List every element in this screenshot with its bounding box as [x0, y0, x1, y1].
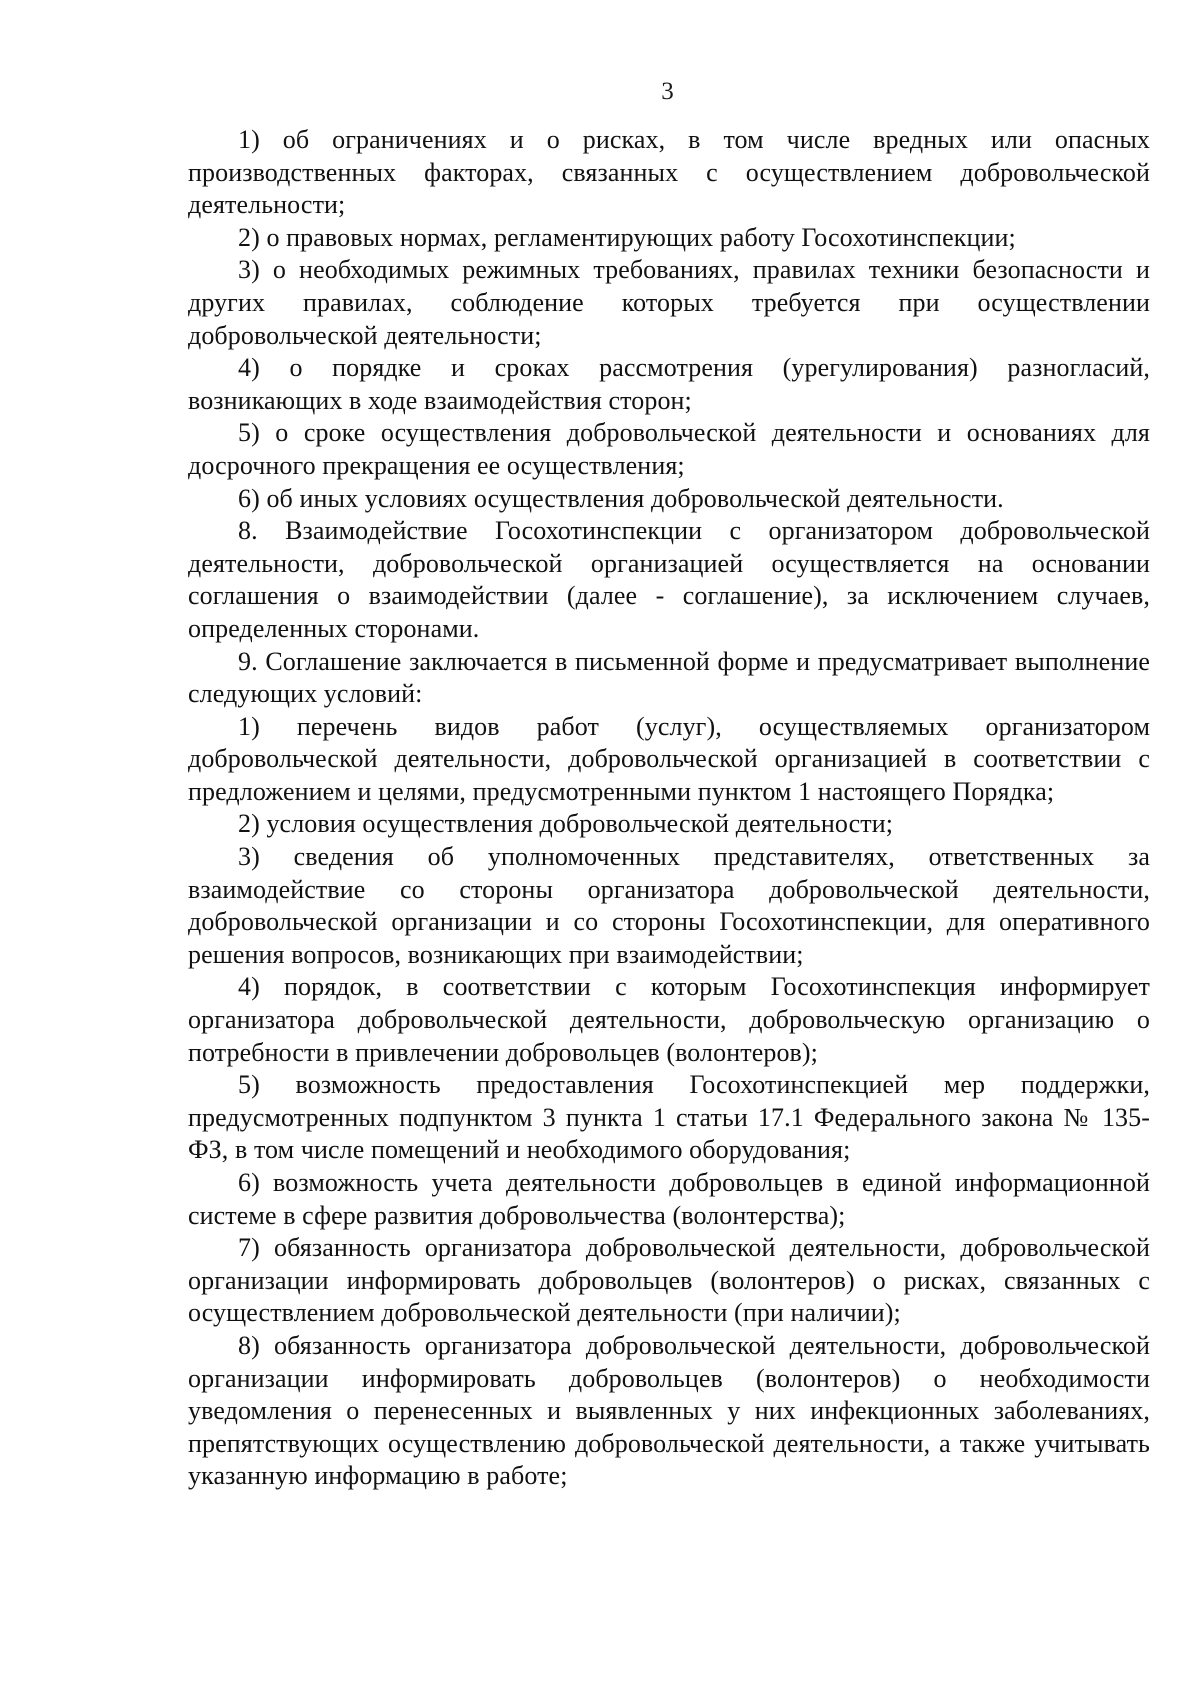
paragraph-condition-3: 3) сведения об уполномоченных представителях, ответственных за взаимодействие со стороны организатора добровольческой деятельности, добровольческой организации и со стороны Госохотинспекции, для оперативного решения вопросов, возникающих при взаимодействии; — [188, 842, 1150, 969]
paragraph-condition-1: 1) перечень видов работ (услуг), осуществляемых организатором добровольческой деятельности, добровольческой организацией в соответствии с предложением и целями, предусмотренными пунктом 1 настоящего Порядка; — [188, 711, 1150, 806]
paragraph-clause-8: 8. Взаимодействие Госохотинспекции с организатором добровольческой деятельности, добровольческой организацией осуществляется на основании соглашения о взаимодействии (далее - соглашение), за исключением случаев, определенных сторонами. — [188, 516, 1150, 643]
page-number: 3 — [661, 78, 674, 105]
paragraph-condition-2: 2) условия осуществления добровольческой деятельности; — [238, 809, 894, 839]
paragraph-subitem-2: 2) о правовых нормах, регламентирующих работу Госохотинспекции; — [238, 222, 1016, 252]
paragraph-subitem-1: 1) об ограничениях и о рисках, в том числе вредных или опасных производственных факторах, связанных с осуществлением добровольческой деятельности; — [188, 125, 1150, 220]
paragraph-condition-5: 5) возможность предоставления Госохотинспекцией мер поддержки, предусмотренных подпунктом 3 пункта 1 статьи 17.1 Федерального закона № 135-ФЗ, в том числе помещений и необходимого оборудования; — [188, 1070, 1150, 1165]
paragraph-condition-7: 7) обязанность организатора добровольческой деятельности, добровольческой организации информировать добровольцев (волонтеров) о рисках, связанных с осуществлением добровольческой деятельности (при наличии); — [188, 1233, 1150, 1328]
paragraph-subitem-4: 4) о порядке и сроках рассмотрения (урегулирования) разногласий, возникающих в ходе взаимодействия сторон; — [188, 353, 1150, 415]
paragraph-clause-9: 9. Соглашение заключается в письменной форме и предусматривает выполнение следующих условий: — [188, 646, 1150, 709]
paragraph-subitem-5: 5) о сроке осуществления добровольческой деятельности и основаниях для досрочного прекращения ее осуществления; — [188, 418, 1150, 480]
paragraph-condition-8: 8) обязанность организатора добровольческой деятельности, добровольческой организации информировать добровольцев (волонтеров) о необходимости уведомления о перенесенных и выявленных у них инфекционных заболеваниях, препятствующих осуществлению добровольческой деятельности, а также учитывать указанную информацию в работе; — [188, 1330, 1150, 1491]
paragraph-subitem-3: 3) о необходимых режимных требованиях, правилах техники безопасности и других правилах, соблюдение которых требуется при осуществлении добровольческой деятельности; — [188, 255, 1150, 350]
document-body — [188, 124, 1150, 1493]
paragraph-subitem-6: 6) об иных условиях осуществления добровольческой деятельности. — [238, 483, 1004, 513]
paragraph-condition-4: 4) порядок, в соответствии с которым Госохотинспекция информирует организатора добровольческой деятельности, добровольческую организацию о потребности в привлечении добровольцев (волонтеров); — [188, 972, 1150, 1067]
paragraph-condition-6: 6) возможность учета деятельности добровольцев в единой информационной системе в сфере развития добровольчества (волонтерства); — [188, 1168, 1150, 1230]
